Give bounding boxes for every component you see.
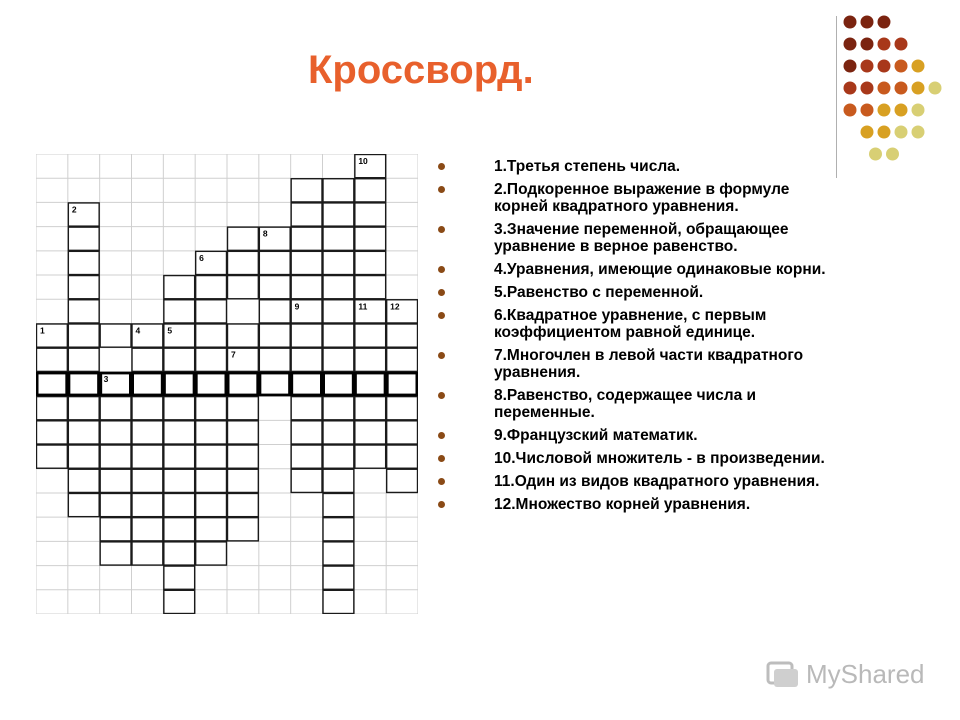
crossword-cell — [355, 203, 386, 226]
crossword-cell — [291, 421, 322, 444]
crossword-cell — [196, 324, 227, 347]
bullet-dot-icon — [438, 478, 445, 485]
crossword-cell — [323, 421, 354, 444]
clue-item — [438, 307, 838, 341]
clue-text: 11.Один из видов квадратного уравнения. — [494, 473, 820, 490]
clue-text: 4.Уравнения, имеющие одинаковые корни. — [494, 261, 826, 278]
crossword-cell — [387, 445, 418, 468]
crossword-cell — [164, 542, 195, 565]
crossword-cell — [164, 445, 195, 468]
highlight-cell — [324, 373, 353, 395]
crossword-cell — [323, 566, 354, 589]
clue-item — [438, 427, 838, 444]
crossword-cell — [68, 300, 99, 323]
crossword-cell — [37, 397, 68, 420]
crossword-cell — [196, 518, 227, 541]
crossword-cell — [291, 348, 322, 371]
crossword-cell — [323, 445, 354, 468]
bullet-dot-icon — [438, 501, 445, 508]
crossword-cell — [68, 469, 99, 492]
crossword-svg — [36, 154, 418, 614]
crossword-cell — [355, 324, 386, 347]
crossword-cell — [100, 518, 131, 541]
decorative-dot — [929, 82, 942, 95]
cell-number-label: 7 — [231, 349, 236, 360]
crossword-cell — [259, 348, 290, 371]
crossword-cell — [68, 348, 99, 371]
clue-text: 9.Французский математик. — [494, 427, 698, 444]
crossword-cell — [259, 324, 290, 347]
crossword-cell — [323, 203, 354, 226]
bullet-dot-icon — [438, 266, 445, 273]
crossword-cell — [387, 348, 418, 371]
crossword-cell — [259, 300, 290, 323]
crossword-cell — [68, 276, 99, 299]
crossword-cell — [291, 227, 322, 250]
bullet-dot-icon — [438, 186, 445, 193]
decorative-dot — [895, 104, 908, 117]
crossword-cell — [68, 421, 99, 444]
crossword-cell — [37, 445, 68, 468]
decorative-dot — [895, 82, 908, 95]
cell-number-label: 11 — [358, 301, 368, 312]
crossword-cell — [228, 276, 259, 299]
crossword-cell — [355, 421, 386, 444]
decorative-dot — [844, 38, 857, 51]
decorative-dot — [912, 126, 925, 139]
crossword-cell — [132, 542, 163, 565]
decorative-dot — [878, 60, 891, 73]
decorative-dot — [895, 60, 908, 73]
bullet-dot-icon — [438, 289, 445, 296]
crossword-cell — [68, 251, 99, 274]
clue-item — [438, 158, 838, 175]
crossword-cell — [228, 421, 259, 444]
crossword-cell — [37, 421, 68, 444]
crossword-cell — [68, 445, 99, 468]
clue-text: 2.Подкоренное выражение в формуле корней квадратного уравнения. — [494, 181, 790, 215]
crossword-cell — [68, 324, 99, 347]
crossword-cell — [228, 227, 259, 250]
crossword-cell — [132, 348, 163, 371]
decorative-dot — [869, 148, 882, 161]
crossword-cell — [355, 348, 386, 371]
decorative-dot — [912, 60, 925, 73]
clue-item — [438, 284, 838, 301]
crossword-cell — [164, 493, 195, 516]
decorative-dot — [844, 104, 857, 117]
bullet-dot-icon — [438, 163, 445, 170]
clue-text: 10.Числовой множитель - в произведении. — [494, 450, 825, 467]
decorative-divider — [836, 16, 837, 178]
bullet-dot-icon — [438, 352, 445, 359]
crossword-cell — [355, 397, 386, 420]
crossword-cell — [323, 542, 354, 565]
crossword-cell — [132, 397, 163, 420]
bullet-dot-icon — [438, 392, 445, 399]
crossword-cell — [132, 445, 163, 468]
highlight-cell — [69, 373, 98, 395]
crossword-cell — [323, 251, 354, 274]
crossword-cell — [355, 251, 386, 274]
crossword-cell — [355, 445, 386, 468]
crossword-cell — [132, 493, 163, 516]
clue-text: 7.Многочлен в левой части квадратного уравнения. — [494, 347, 804, 381]
clue-item — [438, 496, 838, 513]
decorative-dot — [886, 148, 899, 161]
crossword-cell — [228, 251, 259, 274]
crossword-cell — [100, 493, 131, 516]
cell-number-label: 10 — [358, 156, 368, 166]
highlight-cell — [37, 373, 66, 395]
bullet-dot-icon — [438, 455, 445, 462]
clue-item — [438, 261, 838, 278]
clue-item — [438, 347, 838, 381]
cell-number-label: 3 — [103, 373, 109, 384]
decorative-dot — [844, 82, 857, 95]
crossword-cell — [291, 397, 322, 420]
crossword-cell — [228, 445, 259, 468]
myshared-logo-icon — [766, 659, 800, 689]
clue-item — [438, 387, 838, 421]
crossword-cell — [323, 300, 354, 323]
crossword-cell — [100, 445, 131, 468]
decorative-dot — [861, 38, 874, 51]
clue-item — [438, 221, 838, 255]
crossword-cell — [323, 397, 354, 420]
decorative-dot — [861, 16, 874, 29]
crossword-cell — [291, 251, 322, 274]
crossword-cell — [68, 227, 99, 250]
crossword-cell — [196, 300, 227, 323]
crossword-cell — [100, 469, 131, 492]
crossword-cell — [355, 227, 386, 250]
crossword-cell — [164, 348, 195, 371]
crossword-cell — [164, 300, 195, 323]
watermark-text: MyShared — [806, 658, 925, 689]
cell-number-label: 2 — [71, 204, 77, 215]
clue-text: 1.Третья степень числа. — [494, 158, 681, 175]
crossword-cell — [291, 324, 322, 347]
crossword-cell — [323, 518, 354, 541]
crossword-cell — [196, 421, 227, 444]
clue-item — [438, 181, 838, 215]
decorative-dot — [844, 60, 857, 73]
crossword-cell — [323, 348, 354, 371]
decorative-dot — [895, 38, 908, 51]
cell-number-label: 9 — [294, 301, 300, 312]
crossword-cell — [68, 493, 99, 516]
crossword-cell — [355, 276, 386, 299]
bullet-dot-icon — [438, 226, 445, 233]
crossword-cell — [387, 397, 418, 420]
clue-item — [438, 450, 838, 467]
crossword-cell — [164, 421, 195, 444]
decorative-dot — [878, 82, 891, 95]
crossword-cell — [259, 251, 290, 274]
clue-list — [438, 158, 838, 519]
highlight-cell — [165, 373, 194, 395]
clue-text: 6.Квадратное уравнение, с первым коэффициентом равной единице. — [494, 307, 767, 341]
highlight-cell — [260, 373, 289, 395]
crossword-cell — [100, 397, 131, 420]
decorative-dot — [878, 126, 891, 139]
crossword-cell — [323, 590, 354, 613]
crossword-cell — [164, 276, 195, 299]
crossword-cell — [355, 179, 386, 202]
crossword-cell — [291, 469, 322, 492]
crossword-cell — [291, 445, 322, 468]
decorative-dot — [861, 104, 874, 117]
crossword-cell — [37, 348, 68, 371]
clue-text: 8.Равенство, содержащее числа и переменные. — [494, 387, 757, 421]
clue-text: 12.Множество корней уравнения. — [494, 496, 751, 513]
crossword-cell — [164, 566, 195, 589]
crossword-cell — [68, 397, 99, 420]
crossword-cell — [323, 469, 354, 492]
highlight-cell — [133, 373, 162, 395]
crossword-cell — [323, 493, 354, 516]
crossword-cell — [387, 324, 418, 347]
bullet-dot-icon — [438, 432, 445, 439]
crossword-cell — [228, 469, 259, 492]
decorative-dot — [861, 60, 874, 73]
crossword-cell — [164, 469, 195, 492]
crossword-cell — [196, 397, 227, 420]
crossword-cell — [291, 179, 322, 202]
crossword-cell — [323, 324, 354, 347]
highlight-cell — [356, 373, 385, 395]
crossword-cell — [387, 421, 418, 444]
crossword-cell — [387, 469, 418, 492]
crossword-cell — [100, 542, 131, 565]
highlight-cell — [196, 373, 225, 395]
decorative-dots — [840, 8, 960, 168]
decorative-dot — [861, 82, 874, 95]
clue-text: 5.Равенство с переменной. — [494, 284, 704, 301]
decorative-dot — [878, 16, 891, 29]
cell-number-label: 4 — [135, 325, 141, 336]
crossword-cell — [259, 276, 290, 299]
watermark — [766, 656, 925, 692]
decorative-dot — [844, 16, 857, 29]
highlight-cell — [228, 373, 257, 395]
crossword-cell — [132, 469, 163, 492]
clue-text: 3.Значение переменной, обращающее уравнение в верное равенство. — [494, 221, 789, 255]
crossword-grid — [36, 154, 418, 614]
decorative-dot — [878, 38, 891, 51]
crossword-cell — [100, 324, 131, 347]
crossword-cell — [323, 276, 354, 299]
crossword-cell — [196, 542, 227, 565]
crossword-cell — [132, 518, 163, 541]
crossword-cell — [228, 518, 259, 541]
cell-number-label: 6 — [199, 252, 204, 263]
crossword-cell — [196, 445, 227, 468]
bullet-dot-icon — [438, 312, 445, 319]
decorative-dot — [878, 104, 891, 117]
crossword-cell — [164, 518, 195, 541]
crossword-cell — [196, 348, 227, 371]
cell-number-label: 5 — [167, 325, 173, 336]
crossword-cell — [196, 493, 227, 516]
decorative-dot — [912, 82, 925, 95]
crossword-cell — [228, 493, 259, 516]
crossword-cell — [132, 421, 163, 444]
crossword-cell — [323, 227, 354, 250]
cell-number-label: 1 — [40, 325, 45, 336]
highlight-cell — [292, 373, 321, 395]
clue-item — [438, 473, 838, 490]
crossword-cell — [291, 203, 322, 226]
crossword-cell — [164, 397, 195, 420]
crossword-cell — [228, 397, 259, 420]
slide-title: Кроссворд. — [308, 48, 534, 92]
decorative-dot — [861, 126, 874, 139]
decorative-dot — [895, 126, 908, 139]
crossword-cell — [196, 469, 227, 492]
crossword-cell — [164, 590, 195, 613]
decorative-dot — [912, 104, 925, 117]
crossword-cell — [228, 324, 259, 347]
crossword-cell — [291, 276, 322, 299]
highlight-cell — [387, 373, 416, 395]
crossword-cell — [196, 276, 227, 299]
cell-number-label: 8 — [262, 228, 268, 239]
crossword-cell — [100, 421, 131, 444]
cell-number-label: 12 — [390, 301, 400, 312]
crossword-cell — [323, 179, 354, 202]
